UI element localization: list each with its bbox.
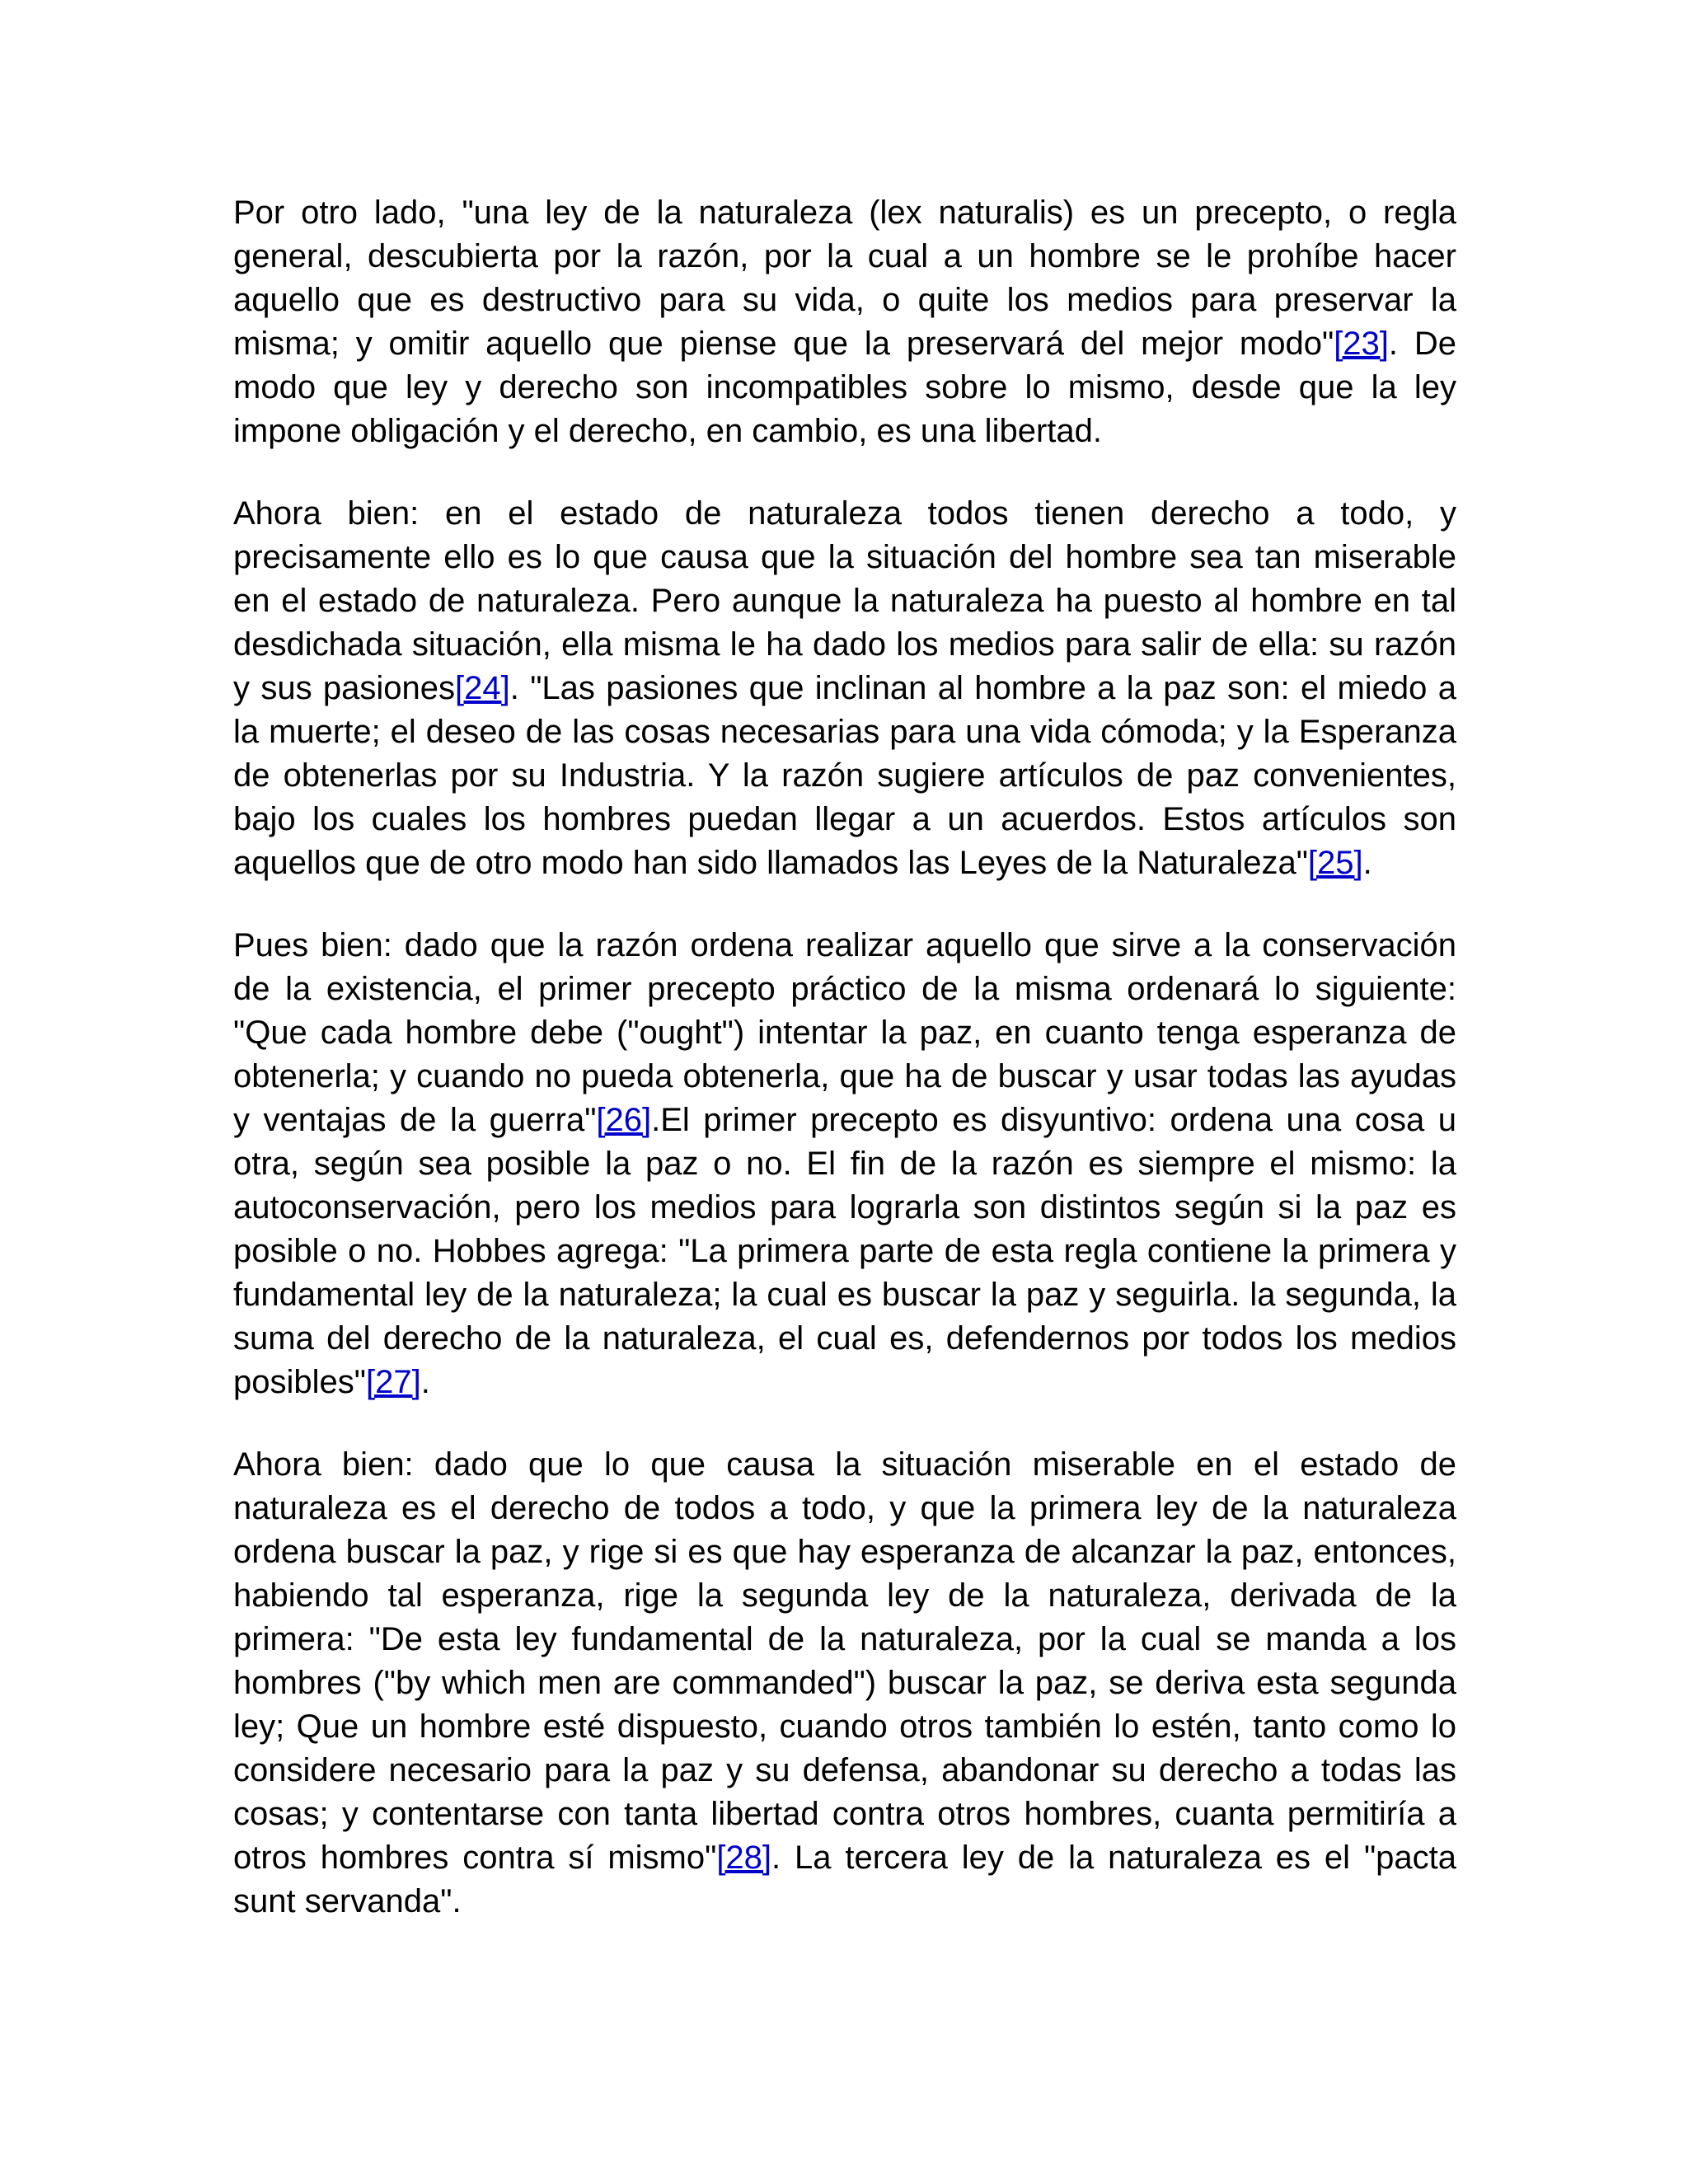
- paragraph-2: [233, 492, 1456, 885]
- footnote-link-28[interactable]: [28]: [716, 1840, 772, 1876]
- paragraph-text: Por otro lado, "una ley de la naturaleza (lex naturalis) es un precepto, o regla general, descubierta por la razón, por la cual a un hombre se le prohíbe hacer aquello que es destructivo para su vida, o quite los medios para preservar la misma; y omitir aquello que piense que la preservará del mejor modo": [233, 194, 1456, 362]
- paragraph-3: [233, 924, 1456, 1404]
- paragraph-1: [233, 191, 1456, 453]
- footnote-link-27[interactable]: [27]: [365, 1364, 421, 1400]
- footnote-link-26[interactable]: [26]: [596, 1102, 652, 1138]
- document-page: [233, 191, 1456, 1962]
- paragraph-text: .: [420, 1364, 430, 1400]
- paragraph-text: . De modo que ley y derecho son incompatibles sobre lo mismo, desde que la ley impone obligación y el derecho, en cambio, es una libertad.: [233, 326, 1456, 449]
- paragraph-text: Ahora bien: en el estado de naturaleza todos tienen derecho a todo, y precisamente ello es lo que causa que la situación del hombre sea tan miserable en el estado de naturaleza. Pero aunque la naturaleza ha puesto al hombre en tal desdichada situación, ella misma le ha dado los medios para salir de ella: su razón y sus pasiones: [233, 495, 1456, 706]
- paragraph-text: . La tercera ley de la naturaleza es el "pacta sunt servanda".: [233, 1840, 1456, 1919]
- footnote-link-23[interactable]: [23]: [1334, 326, 1389, 362]
- paragraph-text: . "Las pasiones que inclinan al hombre a la paz son: el miedo a la muerte; el deseo de las cosas necesarias para una vida cómoda; y la Esperanza de obtenerlas por su Industria. Y la razón sugiere artículos de paz convenientes, bajo los cuales los hombres puedan llegar a un acuerdos. Estos artículos son aquellos que de otro modo han sido llamados las Leyes de la Naturaleza": [233, 670, 1456, 881]
- footnote-link-25[interactable]: [25]: [1307, 845, 1363, 881]
- paragraph-4: [233, 1443, 1456, 1924]
- paragraph-text: Pues bien: dado que la razón ordena realizar aquello que sirve a la conservación de la existencia, el primer precepto práctico de la misma ordenará lo siguiente: "Que cada hombre debe ("ought") intentar la paz, en cuanto tenga esperanza de obtenerla; y cuando no pueda obtenerla, que ha de buscar y usar todas las ayudas y ventajas de la guerra": [233, 927, 1456, 1138]
- paragraph-text: .: [1362, 845, 1372, 881]
- paragraph-text: Ahora bien: dado que lo que causa la situación miserable en el estado de naturaleza es el derecho de todos a todo, y que la primera ley de la naturaleza ordena buscar la paz, y rige si es que hay esperanza de alcanzar la paz, entonces, habiendo tal esperanza, rige la segunda ley de la naturaleza, derivada de la primera: "De esta ley fundamental de la naturaleza, por la cual se manda a los hombres ("by which men are commanded") buscar la paz, se deriva esta segunda ley; Que un hombre esté dispuesto, cuando otros también lo estén, tanto como lo considere necesario para la paz y su defensa, abandonar su derecho a todas las cosas; y contentarse con tanta libertad contra otros hombres, cuanta permitiría a otros hombres contra sí mismo": [233, 1446, 1456, 1876]
- paragraph-text: .El primer precepto es disyuntivo: ordena una cosa u otra, según sea posible la paz o no. El fin de la razón es siempre el mismo: la autoconservación, pero los medios para lograrla son distintos según si la paz es posible o no. Hobbes agrega: "La primera parte de esta regla contiene la primera y fundamental ley de la naturaleza; la cual es buscar la paz y seguirla. la segunda, la suma del derecho de la naturaleza, el cual es, defendernos por todos los medios posibles": [233, 1102, 1456, 1400]
- footnote-link-24[interactable]: [24]: [455, 670, 510, 706]
